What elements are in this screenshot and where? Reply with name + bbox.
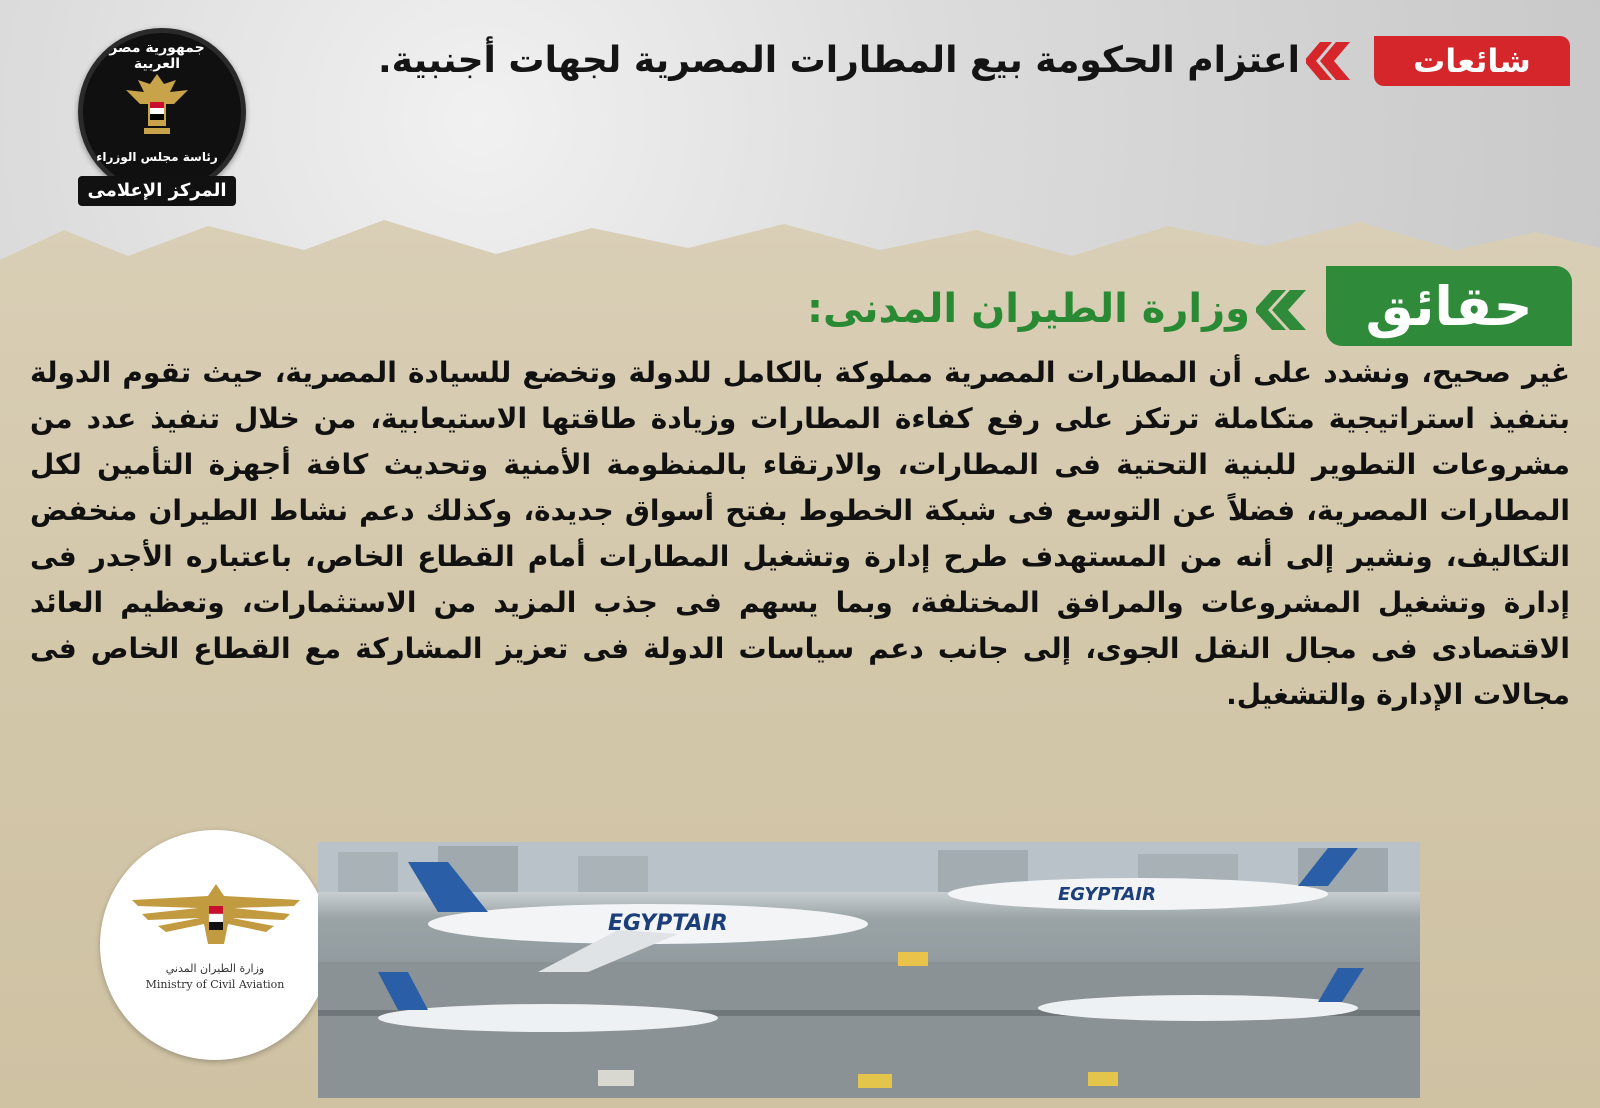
rumor-title: اعتزام الحكومة بيع المطارات المصرية لجهات أجنبية. xyxy=(377,40,1300,81)
double-chevron-icon xyxy=(1306,38,1362,84)
ministry-arabic-name: وزارة الطيران المدني xyxy=(165,962,265,975)
facts-body-text: غير صحيح، ونشدد على أن المطارات المصرية مملوكة بالكامل للدولة وتخضع للسيادة المصرية، حيث تقوم الدولة بتنفيذ استراتيجية متكاملة ترتكز على رفع كفاءة المطارات وزيادة طاقتها الاستيعابية، من خلال تنفيذ عدد من مشروعات التطوير للبنية التحتية فى المطارات، والارتقاء بالمنظومة الأمنية وتحديث كافة أجهزة التأمين لكل المطارات المصرية، فضلاً عن التوسع فى شبكة الخطوط بفتح أسواق جديدة، وكذلك دعم نشاط الطيران منخفض التكاليف، ونشير إلى أنه من المستهدف طرح إدارة وتشغيل المطارات أمام القطاع الخاص، باعتباره الأجدر فى إدارة وتشغيل المشروعات والمرافق المختلفة، وبما يسهم فى جذب المزيد من الاستثمارات، وتعظيم العائد الاقتصادى فى مجال النقل الجوى، إلى جانب دعم سياسات الدولة فى تعزيز المشاركة مع القطاع الخاص فى مجالات الإدارة والتشغيل. xyxy=(30,356,1570,711)
airline-logo-text-2: EGYPTAIR xyxy=(1058,884,1156,905)
logo-ribbon-text: المركز الإعلامى xyxy=(78,176,236,206)
facts-label: حقائق xyxy=(1326,266,1572,346)
ministry-english-name: Ministry of Civil Aviation xyxy=(145,978,285,991)
winged-eagle-emblem-icon xyxy=(128,878,304,958)
eagle-emblem-icon xyxy=(118,70,196,142)
airport-scene xyxy=(318,842,1420,1098)
airport-photo xyxy=(318,842,1420,1098)
rumor-label: شائعات xyxy=(1374,36,1570,86)
logo-top-text: جمهورية مصر العربية xyxy=(109,40,205,72)
logo-bottom-text: رئاسة مجلس الوزراء xyxy=(96,150,218,164)
airline-logo-text-1: EGYPTAIR xyxy=(608,911,728,936)
double-chevron-icon xyxy=(1256,286,1318,334)
facts-source-title: وزارة الطيران المدنى: xyxy=(807,286,1250,332)
